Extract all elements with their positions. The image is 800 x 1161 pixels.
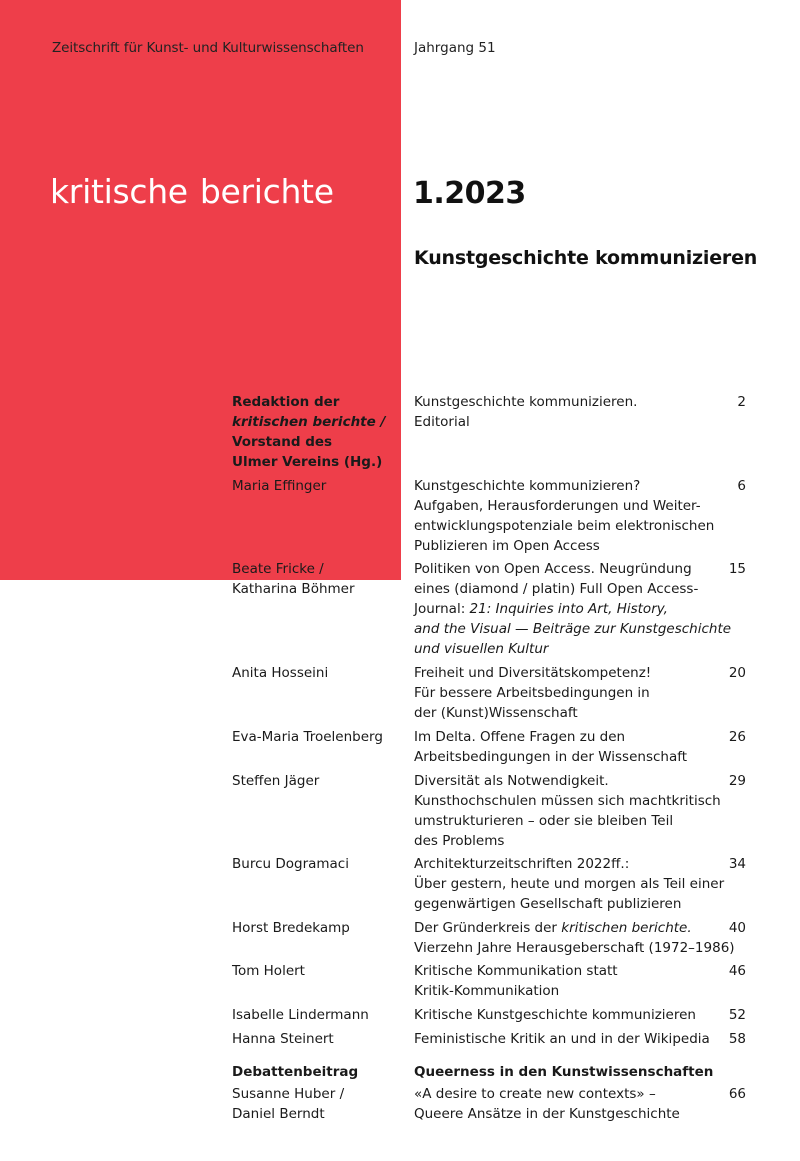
toc-title: «A desire to create new contexts» – Queere Ansätze in der Kunstgeschichte [414, 1086, 680, 1122]
toc-page-number: 66 [728, 1086, 746, 1102]
toc-title: Kritische Kunstgeschichte kommunizieren [414, 1007, 696, 1023]
toc-page-number: 34 [728, 856, 746, 872]
toc-page-number: 29 [728, 773, 746, 789]
toc-title: Freiheit und Diversitätskompetenz! Für bessere Arbeitsbedingungen in der (Kunst)Wissenschaft [414, 665, 652, 721]
toc-author: Redaktion der kritischen berichte / Vorstand des Ulmer Vereins (Hg.) [232, 394, 386, 470]
toc-author: Horst Bredekamp [232, 920, 350, 936]
toc-page-number: 6 [737, 478, 746, 494]
issue-number: 1.2023 [413, 176, 526, 211]
toc-page-number: 40 [728, 920, 746, 936]
toc-author: Susanne Huber / Daniel Berndt [232, 1086, 345, 1122]
toc-author: Hanna Steinert [232, 1031, 334, 1047]
toc-author: Burcu Dogramaci [232, 856, 349, 872]
toc-page-number: 15 [728, 561, 746, 577]
toc-title: Architekturzeitschriften 2022ff.: Über gestern, heute und morgen als Teil einer gegenwärtigen Gesellschaft publizieren [414, 856, 725, 912]
journal-title-part1: kritische [50, 172, 188, 211]
toc-section-label: Debattenbeitrag [232, 1064, 359, 1080]
toc-page-number: 26 [728, 729, 746, 745]
toc-author: Anita Hosseini [232, 665, 329, 681]
toc-author: Beate Fricke / Katharina Böhmer [232, 561, 355, 597]
toc-section-title: Queerness in den Kunstwissenschaften [414, 1064, 714, 1080]
toc-title: Politiken von Open Access. Neugründung eines (diamond / platin) Full Open Access- Journal: 21: Inquiries into Art, History, and the Visual — Beiträge zur Kunstgeschichte und visuellen Kultur [414, 561, 732, 657]
toc-title: Kunstgeschichte kommunizieren. Editorial [414, 394, 638, 430]
toc-author: Maria Effinger [232, 478, 327, 494]
toc-title: Kritische Kommunikation statt Kritik-Kommunikation [414, 963, 618, 999]
volume-label: Jahrgang 51 [414, 40, 496, 56]
toc-page-number: 52 [728, 1007, 746, 1023]
toc-title: Der Gründerkreis der kritischen berichte. Vierzehn Jahre Herausgeberschaft (1972–1986) [414, 920, 735, 956]
toc-author: Steffen Jäger [232, 773, 320, 789]
toc-title: Feministische Kritik an und in der Wikipedia [414, 1031, 710, 1047]
issue-theme: Kunstgeschichte kommunizieren [414, 247, 758, 269]
toc-title: Im Delta. Offene Fragen zu den Arbeitsbedingungen in der Wissenschaft [414, 729, 688, 765]
toc-title: Diversität als Notwendigkeit. Kunsthochschulen müssen sich machtkritisch umstrukturieren – oder sie bleiben Teil des Problems [414, 773, 721, 849]
toc-author: Isabelle Lindermann [232, 1007, 369, 1023]
toc-page-number: 2 [737, 394, 746, 410]
toc-author: Tom Holert [232, 963, 305, 979]
journal-title-part2: berichte [199, 172, 334, 211]
journal-subtitle: Zeitschrift für Kunst- und Kulturwissenschaften [52, 40, 364, 56]
toc-title: Kunstgeschichte kommunizieren? Aufgaben, Herausforderungen und Weiter- entwicklungspotenziale beim elektronischen Publizieren im Open Access [414, 478, 715, 554]
toc-page-number: 58 [728, 1031, 746, 1047]
toc-page-number: 46 [728, 963, 746, 979]
toc-author: Eva-Maria Troelenberg [232, 729, 383, 745]
toc-page-number: 20 [728, 665, 746, 681]
journal-title [50, 172, 334, 211]
